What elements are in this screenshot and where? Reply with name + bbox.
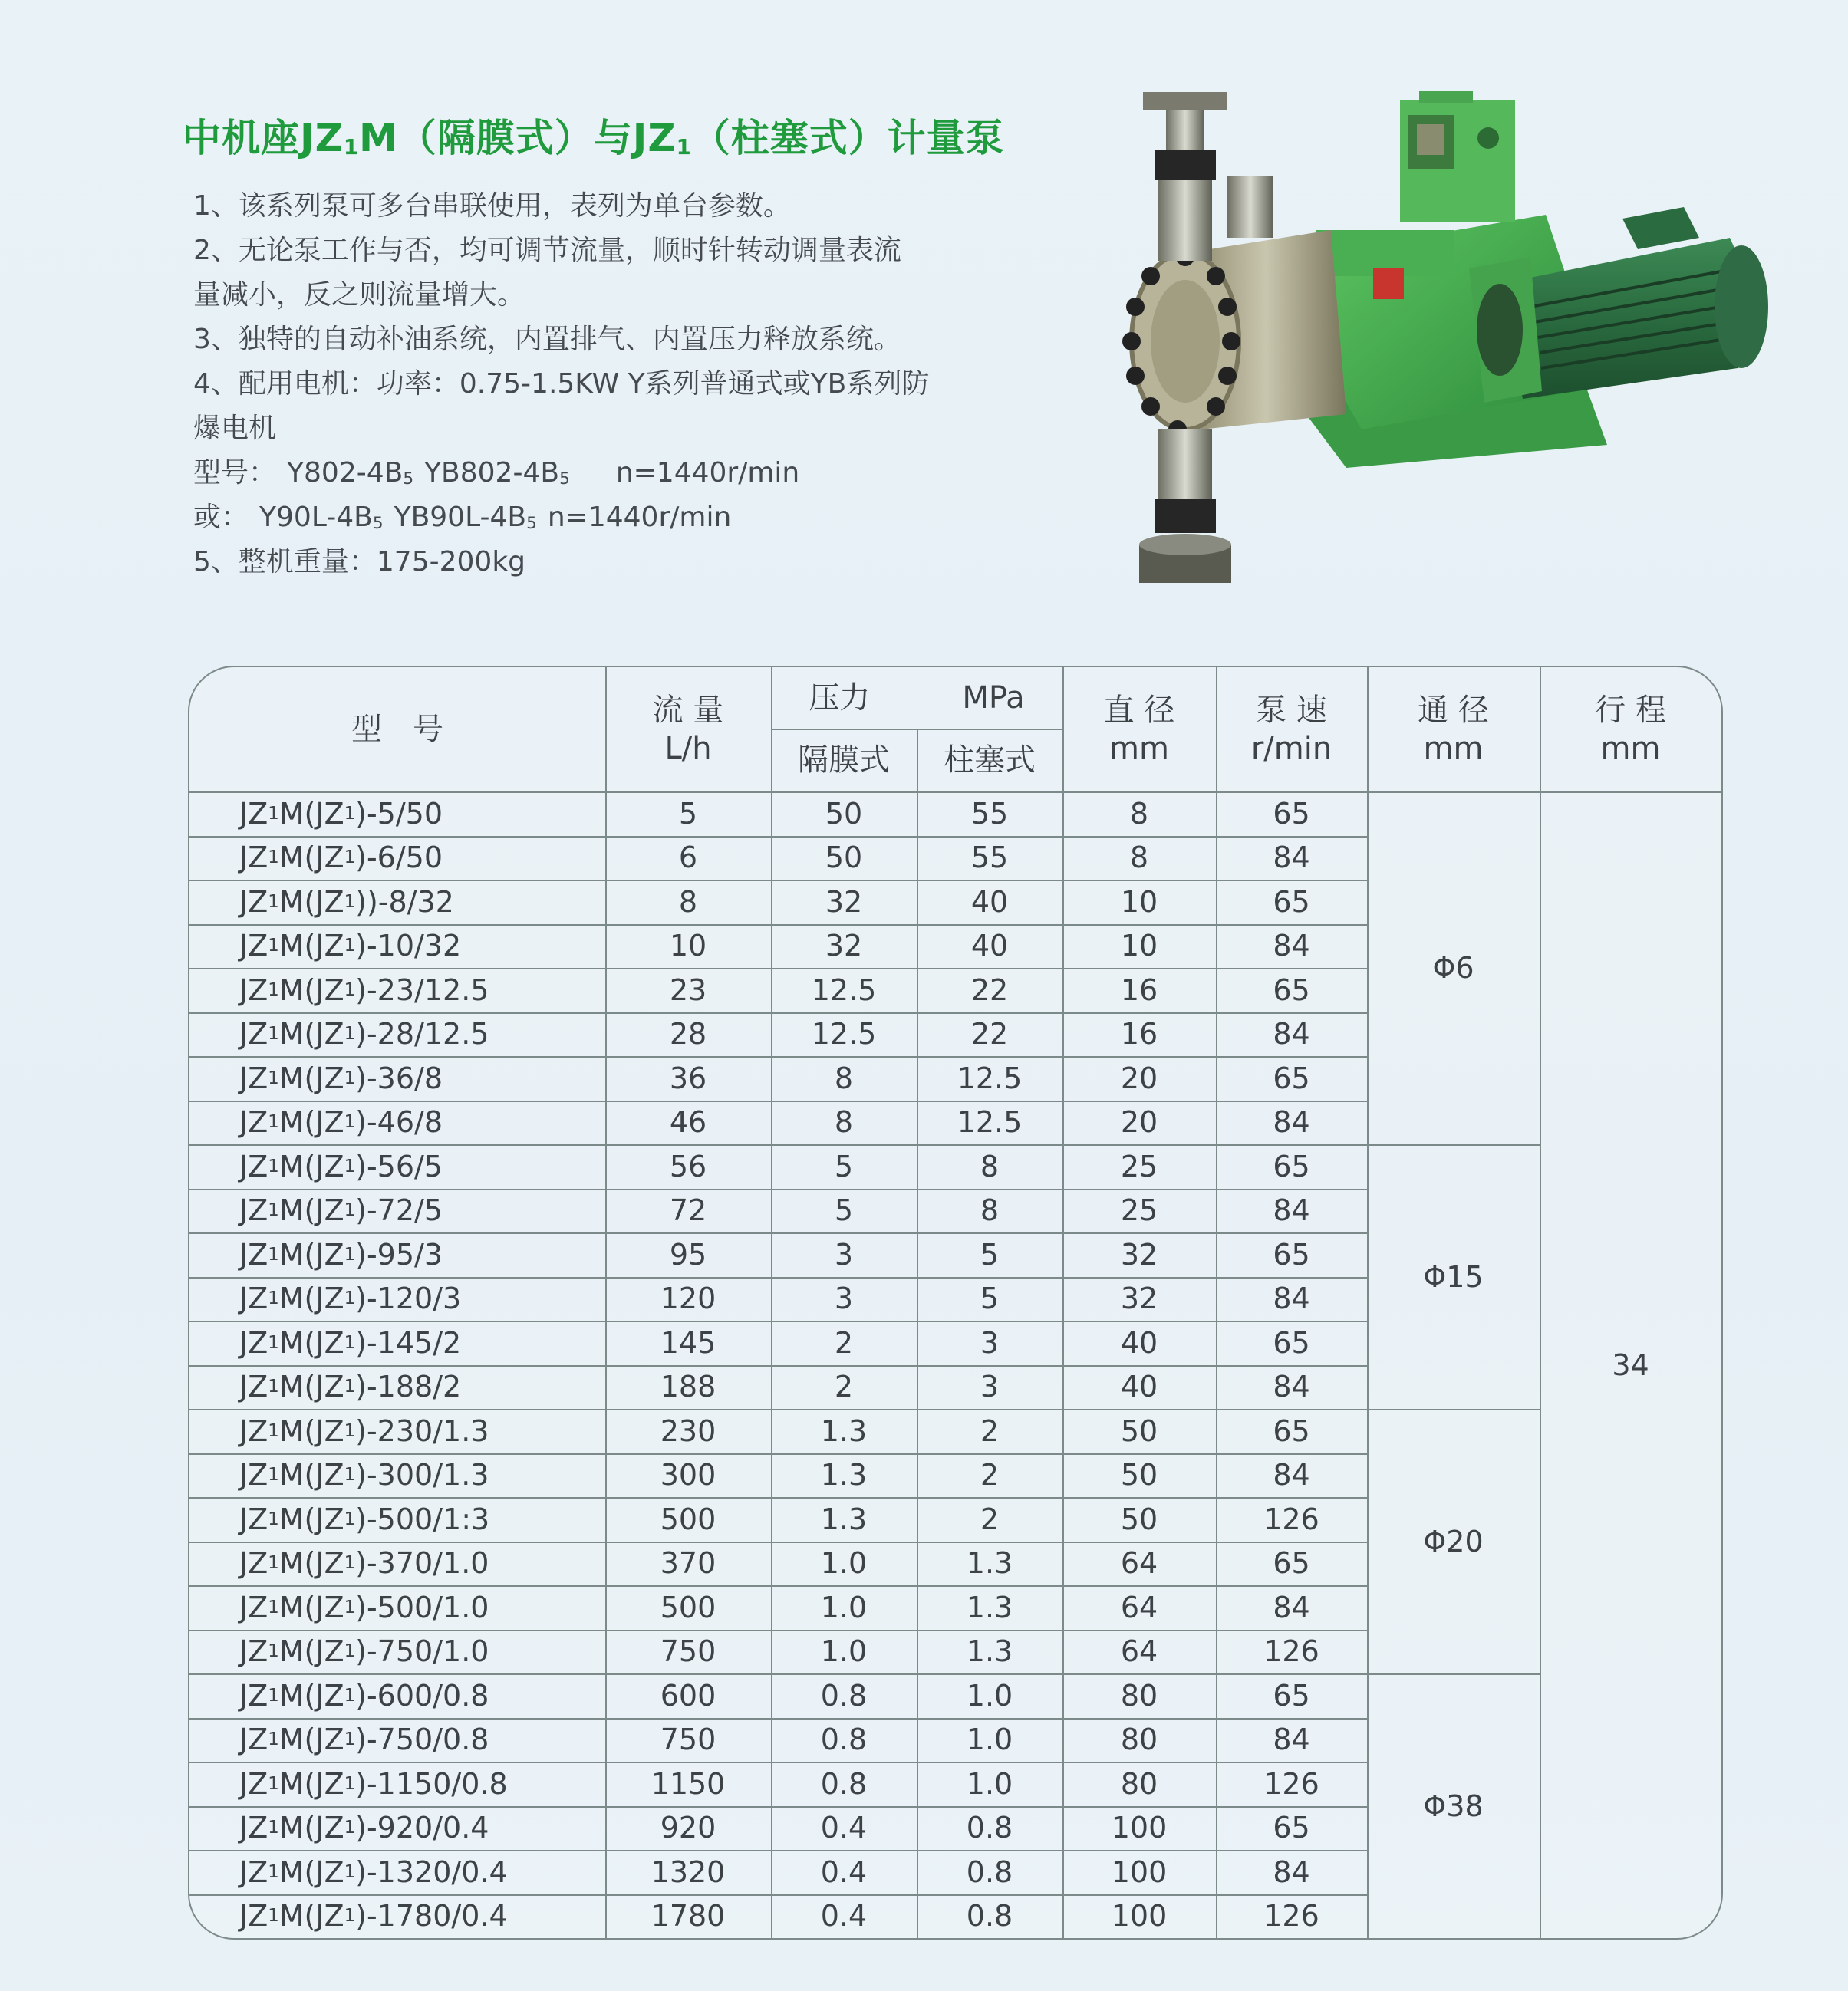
diameter-cell: 64 [1120,1546,1158,1581]
diaphragm-pressure-cell: 8 [834,1061,854,1095]
model-cell: JZ 1 M(JZ 1 ) -230/1.3 [239,1413,489,1448]
flow-cell: 920 [660,1811,716,1845]
flow-cell: 300 [660,1458,716,1492]
diameter-cell: 80 [1120,1766,1158,1801]
spec-table [188,666,1723,1940]
diameter-cell: 40 [1120,1325,1158,1360]
diaphragm-pressure-cell: 1.3 [820,1413,868,1448]
speed-cell: 65 [1273,1061,1310,1095]
model-cell: JZ 1 M(JZ 1 ) -72/5 [239,1193,443,1228]
diameter-cell: 50 [1120,1502,1158,1536]
speed-cell: 84 [1273,1723,1310,1757]
header-pressure: 压力 MPa [809,680,1025,716]
speed-cell: 84 [1273,1105,1310,1140]
speed-cell: 84 [1273,1193,1310,1228]
note-motor-alt: 或： $Y90L-4B_5$ $YB90L-4B_5$ n=1440r/min [193,502,732,534]
bore-group-cell: Φ38 [1423,1789,1484,1823]
flow-cell: 95 [669,1237,707,1272]
speed-cell: 65 [1273,1149,1310,1183]
plunger-pressure-cell: 2 [980,1502,1000,1536]
bore-group-cell: Φ6 [1432,951,1474,985]
plunger-pressure-cell: 5 [980,1282,1000,1316]
header-diameter: 直 径 mm [1103,693,1175,766]
diaphragm-pressure-cell: 32 [825,929,863,963]
flow-cell: 145 [660,1325,716,1360]
speed-cell: 65 [1273,796,1310,831]
note-1: 1、该系列泵可多台串联使用，表列为单台参数。 [193,190,791,222]
speed-cell: 65 [1273,1678,1310,1713]
diameter-cell: 32 [1120,1237,1158,1272]
bore-group-cell: Φ20 [1423,1524,1484,1558]
model-cell: JZ 1 M(JZ 1 ) -600/0.8 [239,1678,489,1713]
diameter-cell: 16 [1120,972,1158,1007]
note-weight: 5、整机重量：175-200kg [193,546,526,578]
diameter-cell: 25 [1120,1149,1158,1183]
model-cell: JZ 1 M(JZ 1 ) )-8/32 [239,884,454,919]
diameter-cell: 50 [1120,1413,1158,1448]
flow-cell: 6 [678,841,698,875]
plunger-pressure-cell: 40 [970,929,1009,963]
note-2a: 2、无论泵工作与否，均可调节流量，顺时针转动调量表流 [193,235,901,266]
diameter-cell: 64 [1120,1634,1158,1669]
plunger-pressure-cell: 0.8 [966,1899,1013,1933]
header-model: 型 号 [351,712,443,747]
bore-group-cell: Φ15 [1423,1259,1484,1294]
plunger-pressure-cell: 55 [970,796,1009,831]
plunger-pressure-cell: 22 [970,1017,1009,1051]
speed-cell: 84 [1273,1370,1310,1404]
model-cell: JZ 1 M(JZ 1 ) -145/2 [239,1325,462,1360]
diaphragm-pressure-cell: 2 [834,1325,854,1360]
flow-cell: 1780 [651,1899,726,1933]
plunger-pressure-cell: 3 [980,1370,1000,1404]
plunger-pressure-cell: 22 [970,972,1009,1007]
speed-cell: 84 [1273,1017,1310,1051]
flow-cell: 28 [669,1017,707,1051]
diaphragm-pressure-cell: 1.0 [820,1546,868,1581]
speed-cell: 126 [1263,1899,1319,1933]
flow-cell: 500 [660,1502,716,1536]
model-cell: JZ 1 M(JZ 1 ) -6/50 [239,841,443,875]
page-title: 中机座$JZ_1M$（隔膜式）与$JZ_1$（柱塞式）计量泵 [183,116,1005,160]
note-4b: 爆电机 [193,413,277,444]
model-cell: JZ 1 M(JZ 1 ) -1320/0.4 [239,1854,508,1889]
diameter-cell: 10 [1120,929,1158,963]
diaphragm-pressure-cell: 0.8 [820,1766,868,1801]
flow-cell: 56 [669,1149,707,1183]
model-cell: JZ 1 M(JZ 1 ) -23/12.5 [239,972,489,1007]
diameter-cell: 100 [1111,1811,1168,1845]
header-flow: 流 量 L/h [652,693,724,766]
diaphragm-pressure-cell: 32 [825,884,863,919]
flow-cell: 750 [660,1634,716,1669]
diaphragm-pressure-cell: 0.8 [820,1723,868,1757]
model-cell: JZ 1 M(JZ 1 ) -920/0.4 [239,1811,489,1845]
diaphragm-pressure-cell: 12.5 [811,972,877,1007]
plunger-pressure-cell: 0.8 [966,1811,1013,1845]
flow-cell: 5 [678,796,698,831]
speed-cell: 84 [1273,841,1310,875]
diaphragm-pressure-cell: 0.4 [820,1811,868,1845]
flow-cell: 750 [660,1723,716,1757]
diameter-cell: 8 [1129,841,1149,875]
diaphragm-pressure-cell: 1.3 [820,1502,868,1536]
plunger-pressure-cell: 40 [970,884,1009,919]
speed-cell: 84 [1273,1282,1310,1316]
model-cell: JZ 1 M(JZ 1 ) -1150/0.8 [239,1766,508,1801]
diameter-cell: 8 [1129,796,1149,831]
flow-cell: 72 [669,1193,707,1228]
header-speed: 泵 速 r/min [1250,693,1332,766]
feature-notes [193,184,1099,584]
model-cell: JZ 1 M(JZ 1 ) -188/2 [239,1370,462,1404]
speed-cell: 65 [1273,884,1310,919]
diaphragm-pressure-cell: 1.0 [820,1590,868,1624]
model-cell: JZ 1 M(JZ 1 ) -750/0.8 [239,1723,489,1757]
model-cell: JZ 1 M(JZ 1 ) -10/32 [239,929,462,963]
diaphragm-pressure-cell: 50 [825,796,863,831]
speed-cell: 65 [1273,1325,1310,1360]
note-motor-models: 型号： $Y802-4B_5$ $YB802-4B_5$ n=1440r/min [193,457,800,489]
diameter-cell: 50 [1120,1458,1158,1492]
flow-cell: 1150 [651,1766,726,1801]
diaphragm-pressure-cell: 0.4 [820,1854,868,1889]
plunger-pressure-cell: 8 [980,1149,1000,1183]
diaphragm-pressure-cell: 0.4 [820,1899,868,1933]
header-bore: 通 径 mm [1418,693,1489,766]
flow-cell: 230 [660,1413,716,1448]
speed-cell: 84 [1273,1854,1310,1889]
model-cell: JZ 1 M(JZ 1 ) -300/1.3 [239,1458,489,1492]
model-cell: JZ 1 M(JZ 1 ) -120/3 [239,1282,462,1316]
metering-pump-photo [1070,84,1776,606]
speed-cell: 126 [1263,1634,1319,1669]
header-stroke: 行 程 mm [1595,693,1666,766]
flow-cell: 46 [669,1105,707,1140]
diameter-cell: 20 [1120,1061,1158,1095]
diaphragm-pressure-cell: 50 [825,841,863,875]
diameter-cell: 80 [1120,1723,1158,1757]
header-plunger: 柱塞式 [944,742,1036,778]
diaphragm-pressure-cell: 3 [834,1282,854,1316]
diaphragm-pressure-cell: 12.5 [811,1017,877,1051]
diaphragm-pressure-cell: 0.8 [820,1678,868,1713]
diameter-cell: 20 [1120,1105,1158,1140]
plunger-pressure-cell: 1.3 [966,1546,1013,1581]
diameter-cell: 10 [1120,884,1158,919]
plunger-pressure-cell: 55 [970,841,1009,875]
diameter-cell: 16 [1120,1017,1158,1051]
speed-cell: 65 [1273,972,1310,1007]
flow-cell: 370 [660,1546,716,1581]
plunger-pressure-cell: 1.0 [966,1766,1013,1801]
model-cell: JZ 1 M(JZ 1 ) -36/8 [239,1061,443,1095]
plunger-pressure-cell: 1.3 [966,1590,1013,1624]
plunger-pressure-cell: 1.0 [966,1723,1013,1757]
flow-cell: 36 [669,1061,707,1095]
speed-cell: 84 [1273,1590,1310,1624]
model-cell: JZ 1 M(JZ 1 ) -500/1:3 [239,1502,490,1536]
diaphragm-pressure-cell: 1.3 [820,1458,868,1492]
flow-cell: 600 [660,1678,716,1713]
plunger-pressure-cell: 3 [980,1325,1000,1360]
model-cell: JZ 1 M(JZ 1 ) -500/1.0 [239,1590,489,1624]
header-diaphragm: 隔膜式 [798,742,890,778]
plunger-pressure-cell: 1.3 [966,1634,1013,1669]
speed-cell: 84 [1273,929,1310,963]
speed-cell: 65 [1273,1811,1310,1845]
diaphragm-pressure-cell: 8 [834,1105,854,1140]
speed-cell: 84 [1273,1458,1310,1492]
model-cell: JZ 1 M(JZ 1 ) -46/8 [239,1105,443,1140]
note-2b: 量减小，反之则流量增大。 [193,279,525,311]
flow-cell: 1320 [651,1854,726,1889]
diaphragm-pressure-cell: 2 [834,1370,854,1404]
diameter-cell: 100 [1111,1854,1168,1889]
plunger-pressure-cell: 0.8 [966,1854,1013,1889]
model-cell: JZ 1 M(JZ 1 ) -95/3 [239,1237,443,1272]
note-4a: 4、配用电机：功率：0.75-1.5KW Y系列普通式或YB系列防 [193,368,930,400]
plunger-pressure-cell: 8 [980,1193,1000,1228]
speed-cell: 126 [1263,1502,1319,1536]
diaphragm-pressure-cell: 5 [834,1149,854,1183]
flow-cell: 500 [660,1590,716,1624]
diaphragm-pressure-cell: 3 [834,1237,854,1272]
speed-cell: 65 [1273,1237,1310,1272]
plunger-pressure-cell: 12.5 [957,1061,1023,1095]
flow-cell: 8 [678,884,698,919]
diameter-cell: 32 [1120,1282,1158,1316]
diameter-cell: 25 [1120,1193,1158,1228]
diameter-cell: 40 [1120,1370,1158,1404]
flow-cell: 188 [660,1370,716,1404]
plunger-pressure-cell: 2 [980,1413,1000,1448]
flow-cell: 10 [669,929,707,963]
diameter-cell: 100 [1111,1899,1168,1933]
diaphragm-pressure-cell: 5 [834,1193,854,1228]
model-cell: JZ 1 M(JZ 1 ) -750/1.0 [239,1634,489,1669]
model-cell: JZ 1 M(JZ 1 ) -28/12.5 [239,1017,489,1051]
stroke-cell: 34 [1612,1348,1649,1382]
plunger-pressure-cell: 2 [980,1458,1000,1492]
plunger-pressure-cell: 12.5 [957,1105,1023,1140]
model-cell: JZ 1 M(JZ 1 ) -5/50 [239,796,443,831]
diameter-cell: 80 [1120,1678,1158,1713]
flow-cell: 120 [660,1282,716,1316]
speed-cell: 126 [1263,1766,1319,1801]
note-3: 3、独特的自动补油系统，内置排气、内置压力释放系统。 [193,324,901,355]
speed-cell: 65 [1273,1413,1310,1448]
speed-cell: 65 [1273,1546,1310,1581]
plunger-pressure-cell: 1.0 [966,1678,1013,1713]
plunger-pressure-cell: 5 [980,1237,1000,1272]
diaphragm-pressure-cell: 1.0 [820,1634,868,1669]
model-cell: JZ 1 M(JZ 1 ) -1780/0.4 [239,1899,508,1933]
diameter-cell: 64 [1120,1590,1158,1624]
model-cell: JZ 1 M(JZ 1 ) -370/1.0 [239,1546,489,1581]
flow-cell: 23 [669,972,707,1007]
model-cell: JZ 1 M(JZ 1 ) -56/5 [239,1149,443,1183]
